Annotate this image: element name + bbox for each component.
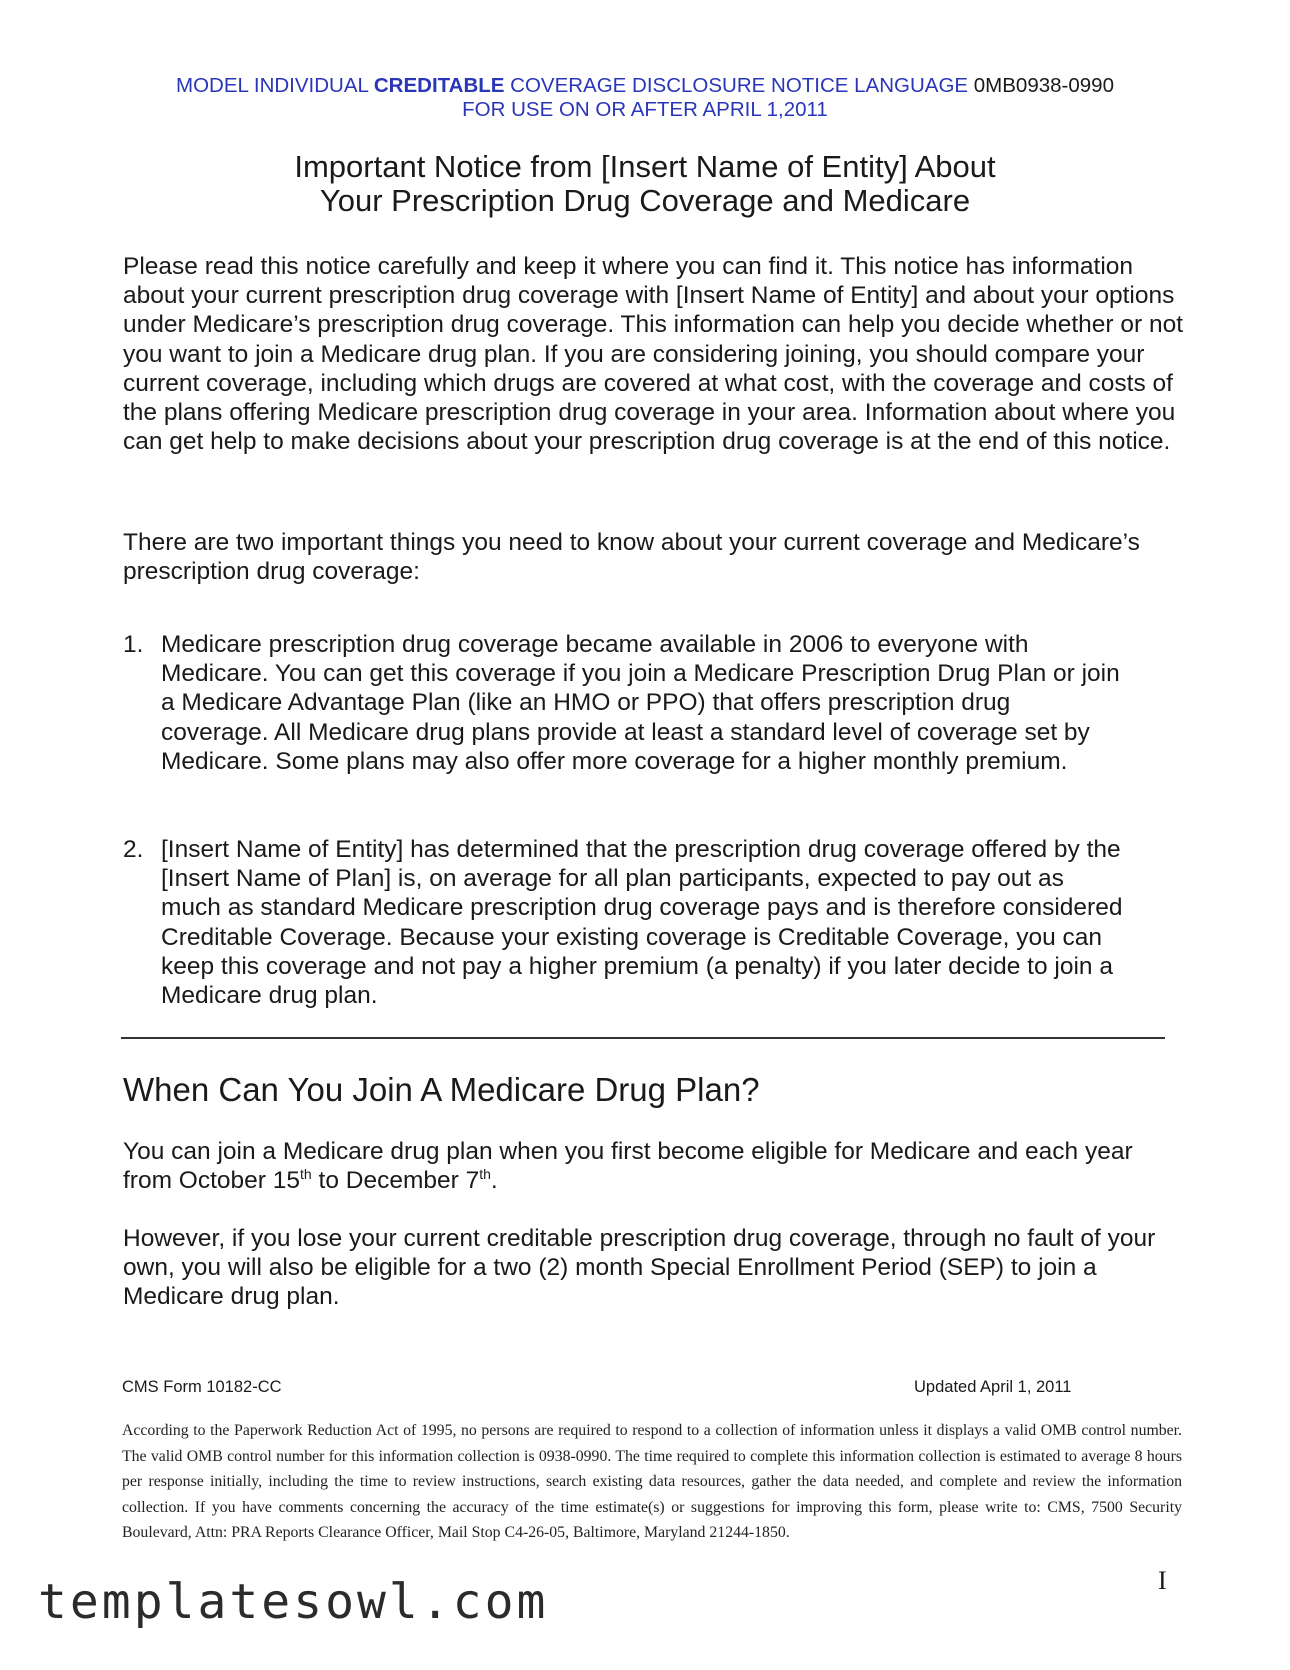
list-item: 2. [Insert Name of Entity] has determined that the prescription drug coverage offered by the [Insert Name of Plan] is, on average for all plan participants, expected to pay out as much as standard Medicare prescription drug coverage pays and is therefore considered Creditable Coverage. Because your existing coverage is Creditable Coverage, you can keep this coverage and not pay a higher premium (a penalty) if you later decide to join a Medicare drug plan. xyxy=(123,836,1123,1010)
page-number: I xyxy=(1158,1566,1167,1595)
omb-number: 0MB0938-0990 xyxy=(973,74,1114,97)
form-number: CMS Form 10182-CC xyxy=(122,1378,282,1396)
watermark-logo: templatesowl.com xyxy=(38,1574,549,1630)
header-line-1: MODEL INDIVIDUAL CREDITABLE COVERAGE DISCLOSURE NOTICE LANGUAGE 0MB0938-0990 xyxy=(176,74,1114,97)
enrollment-paragraph: You can join a Medicare drug plan when you first become eligible for Medicare and each year from October 15th to December 7th. xyxy=(123,1138,1133,1195)
document-header xyxy=(0,74,1290,122)
paperwork-reduction-notice: According to the Paperwork Reduction Act of 1995, no persons are required to respond to a collection of information unless it displays a valid OMB control number. The valid OMB control number for this information collection is 0938-0990. The time required to complete this information collection is estimated to average 8 hours per response initially, including the time to review instructions, search existing data resources, gather the data needed, and complete and review the information collection. If you have comments concerning the accuracy of the time estimate(s) or suggestions for improving this form, please write to: CMS, 7500 Security Boulevard, Attn: PRA Reports Clearance Officer, Mail Stop C4-26-05, Baltimore, Maryland 21244-1850. xyxy=(122,1422,1182,1542)
section-divider xyxy=(121,1037,1165,1039)
lead-paragraph: There are two important things you need to know about your current coverage and Medicare’s prescription drug coverage: xyxy=(123,529,1140,586)
updated-date: Updated April 1, 2011 xyxy=(914,1378,1072,1396)
sep-paragraph: However, if you lose your current creditable prescription drug coverage, through no fault of your own, you will also be eligible for a two (2) month Special Enrollment Period (SEP) to join a Medicare drug plan. xyxy=(123,1225,1156,1311)
list-item: 1. Medicare prescription drug coverage became available in 2006 to everyone with Medicare. You can get this coverage if you join a Medicare Prescription Drug Plan or join a Medicare Advantage Plan (like an HMO or PPO) that offers prescription drug coverage. All Medicare drug plans provide at least a standard level of coverage set by Medicare. Some plans may also offer more coverage for a higher monthly premium. xyxy=(123,631,1120,775)
header-creditable: CREDITABLE xyxy=(373,74,505,97)
page-title: Important Notice from [Insert Name of Entity] About Your Prescription Drug Coverage and Medicare xyxy=(294,149,996,218)
section-heading: When Can You Join A Medicare Drug Plan? xyxy=(123,1071,760,1108)
header-line-2: FOR USE ON OR AFTER APRIL 1,2011 xyxy=(462,98,828,121)
intro-paragraph: Please read this notice carefully and keep it where you can find it. This notice has information about your current prescription drug coverage with [Insert Name of Entity] and about your options under Medicare’s prescription drug coverage. This information can help you decide whether or not you want to join a Medicare drug plan. If you are considering joining, you should compare your current coverage, including which drugs are covered at what cost, with the coverage and costs of the plans offering Medicare prescription drug coverage in your area. Information about where you can get help to make decisions about your prescription drug coverage is at the end of this notice. xyxy=(123,253,1183,456)
